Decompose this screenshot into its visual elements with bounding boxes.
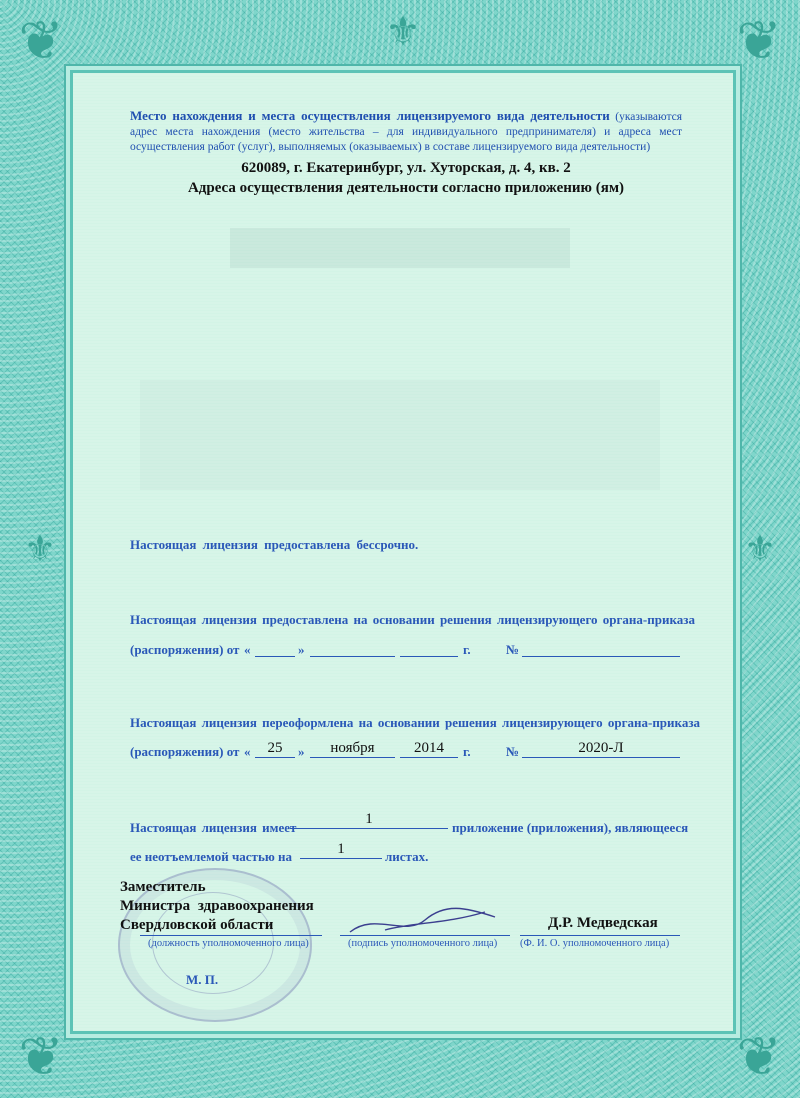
reissued-number-field: 2020-Л: [522, 739, 680, 758]
signatory-line3: Свердловской области: [120, 917, 274, 933]
location-note: (указываются адрес места нахождения (место жительства – для индивидуального предпринимателя) и адреса мест осуществления работ (услуг), выполняемых (оказываемых) в составе лицензируемого вида деятельности): [130, 111, 682, 153]
granted-month-field: [310, 642, 395, 657]
granted-basis-line1: Настоящая лицензия предоставлена на основании решения лицензирующего органа-приказа: [130, 612, 695, 627]
fleur-ornament-icon: ⚜: [23, 529, 57, 570]
reissued-month-field: ноября: [310, 739, 395, 758]
bleed-through-shape: [230, 228, 570, 268]
position-line: [140, 935, 322, 936]
caption-signature: (подпись уполномоченного лица): [348, 938, 498, 949]
corner-ornament-icon: ❦: [736, 9, 782, 72]
number-sign: №: [506, 744, 520, 759]
quote-close: »: [298, 642, 305, 657]
reissued-day-field: 25: [255, 739, 295, 758]
number-sign: №: [506, 642, 520, 657]
seal-place-label: М. П.: [186, 972, 219, 987]
signature-line: [340, 935, 510, 936]
granted-year-field: [400, 642, 458, 657]
appendix-line2-suffix: листах.: [385, 849, 429, 864]
appendix-sheets-field: 1: [300, 840, 382, 859]
appendix-suffix: приложение (приложения), являющееся: [452, 820, 689, 835]
corner-ornament-icon: ❦: [18, 9, 64, 72]
address-appendix-line: Адреса осуществления деятельности согласно приложению (ям): [187, 180, 625, 196]
quote-close: »: [298, 744, 305, 759]
reissued-year-field: 2014: [400, 739, 458, 758]
fleur-ornament-icon: ⚜: [385, 9, 421, 55]
quote-open: «: [244, 642, 251, 657]
quote-open: «: [244, 744, 251, 759]
handwritten-signature: [345, 902, 505, 942]
year-suffix: г.: [463, 744, 471, 759]
year-suffix: г.: [463, 642, 471, 657]
location-paragraph: [130, 108, 682, 155]
signatory-position: [120, 878, 314, 935]
signatory-line2: Министра здравоохранения: [120, 898, 314, 914]
caption-name: (Ф. И. О. уполномоченного лица): [520, 938, 670, 949]
indefinite-statement: Настоящая лицензия предоставлена бессрочно.: [130, 537, 419, 552]
granted-basis-prefix: (распоряжения) от: [130, 642, 240, 657]
signatory-name: Д.Р. Медведская: [548, 915, 658, 931]
appendix-prefix: Настоящая лицензия имеет: [130, 820, 297, 835]
address-line: 620089, г. Екатеринбург, ул. Хуторская, д. 4, кв. 2: [241, 160, 571, 176]
fleur-ornament-icon: ⚜: [743, 529, 777, 570]
granted-number-field: [522, 642, 680, 657]
caption-position: (должность уполномоченного лица): [148, 938, 309, 949]
granted-day-field: [255, 642, 295, 657]
reissued-basis-prefix: (распоряжения) от: [130, 744, 240, 759]
location-lead: Место нахождения и места осуществления лицензируемого вида деятельности: [130, 108, 610, 123]
appendix-count-field: 1: [290, 810, 448, 829]
bleed-through-shape: [140, 380, 660, 490]
reissued-basis-line1: Настоящая лицензия переоформлена на основании решения лицензирующего органа-приказа: [130, 715, 701, 730]
name-line: [520, 935, 680, 936]
signatory-line1: Заместитель: [120, 879, 206, 895]
corner-ornament-icon: ❦: [18, 1025, 64, 1088]
appendix-line2-prefix: ее неотъемлемой частью на: [130, 849, 292, 864]
corner-ornament-icon: ❦: [736, 1025, 782, 1088]
